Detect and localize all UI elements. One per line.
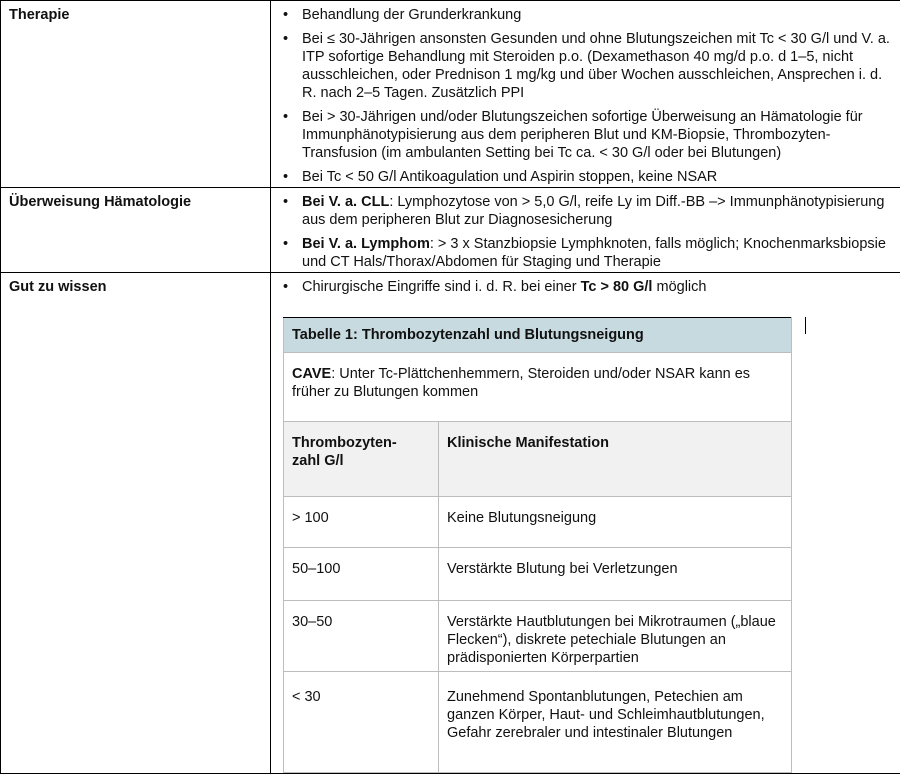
table1-title xyxy=(284,318,792,353)
table1-col-count: Thrombozyten-zahl G/l xyxy=(284,422,439,497)
cll-heading: Bei V. a. CLL xyxy=(302,194,389,210)
therapie-list xyxy=(271,6,896,186)
table-row xyxy=(284,601,792,672)
cave-label: CAVE xyxy=(292,366,331,382)
table-row xyxy=(284,497,792,548)
therapie-content xyxy=(271,1,900,188)
ueberweisung-item-lymphom xyxy=(302,235,896,271)
label-ueberweisung: Überweisung Hämatologie xyxy=(1,188,271,273)
table1-count-cell: > 100 xyxy=(284,497,439,548)
table1-count-cell: 50–100 xyxy=(284,548,439,601)
lymphom-text: : > 3 x Stanzbiopsie Lymphknoten, falls möglich; Knochenmarksbiopsie und CT Hals/Thorax/Abdomen für Staging und Therapie xyxy=(302,236,886,270)
ueberweisung-item-cll xyxy=(302,193,896,229)
gut-text-bold: Tc > 80 G/l xyxy=(581,279,653,295)
table1-header-row xyxy=(284,422,792,497)
gut-list xyxy=(271,278,896,296)
row-gut-zu-wissen xyxy=(1,273,900,774)
ueberweisung-list xyxy=(271,193,896,271)
text-cursor xyxy=(805,317,806,334)
table1-manifestation-cell: Keine Blutungsneigung xyxy=(439,497,792,548)
row-therapie xyxy=(1,1,900,188)
label-gut-zu-wissen: Gut zu wissen xyxy=(1,273,271,774)
table-row xyxy=(284,548,792,601)
therapie-item-2: • Bei ≤ 30-Jährigen ansonsten Gesunden und ohne Blutungszeichen mit Tc < 30 G/l und V. a. ITP sofortige Behandlung mit Steroiden p.o. (Dexamethason 40 mg/d p.o. d 1–5, nicht ausschleichen, oder Prednison 1 mg/kg und über Wochen ausschleichen, Ansprechen i. d. R. nach 2–5 Tagen. Zusätzlich PPI xyxy=(302,30,896,102)
table1-title-label: Tabelle 1 xyxy=(292,327,353,343)
gut-text-post: möglich xyxy=(652,279,706,295)
table1-cave xyxy=(284,353,792,422)
gut-text-pre: Chirurgische Eingriffe sind i. d. R. bei einer xyxy=(302,279,581,295)
table-row xyxy=(284,672,792,773)
gut-item-1 xyxy=(302,278,896,296)
table1-wrapper xyxy=(283,317,791,773)
cave-text: : Unter Tc-Plättchenhemmern, Steroiden und/oder NSAR kann es früher zu Blutungen kommen xyxy=(292,366,750,400)
therapie-item-1: • Behandlung der Grunderkrankung xyxy=(302,6,896,24)
table1-col-manifestation: Klinische Manifestation xyxy=(439,422,792,497)
label-therapie: Therapie xyxy=(1,1,271,188)
table1-title-rest: : Thrombozytenzahl und Blutungsneigung xyxy=(353,327,644,343)
table1-manifestation-cell: Verstärkte Blutung bei Verletzungen xyxy=(439,548,792,601)
table1-manifestation-cell: Zunehmend Spontanblutungen, Petechien am ganzen Körper, Haut- und Schleimhautblutungen, Gefahr zerebraler und intestinaler Blutungen xyxy=(439,672,792,773)
table1-manifestation-cell: Verstärkte Hautblutungen bei Mikrotraumen („blaue Flecken“), diskrete petechiale Blutungen an prädisponierten Körperpartien xyxy=(439,601,792,672)
cll-text: : Lymphozytose von > 5,0 G/l, reife Ly im Diff.-BB –> Immunphänotypisierung aus dem peripheren Blut zur Diagnosesicherung xyxy=(302,194,884,228)
therapie-item-3: • Bei > 30-Jährigen und/oder Blutungszeichen sofortige Überweisung an Hämatologie für Immunphänotypisierung aus dem peripheren Blut und KM-Biopsie, Thrombozyten-Transfusion (im ambulanten Setting bei Tc ca. < 30 G/l oder bei Blutungen) xyxy=(302,108,896,162)
lymphom-heading: Bei V. a. Lymphom xyxy=(302,236,430,252)
ueberweisung-content xyxy=(271,188,900,273)
table1-title-row xyxy=(284,318,792,353)
table1-count-cell: < 30 xyxy=(284,672,439,773)
row-ueberweisung xyxy=(1,188,900,273)
table1-cave-row xyxy=(284,353,792,422)
gut-content xyxy=(271,273,900,774)
table1-count-cell: 30–50 xyxy=(284,601,439,672)
therapie-item-4: • Bei Tc < 50 G/l Antikoagulation und Aspirin stoppen, keine NSAR xyxy=(302,168,896,186)
table1 xyxy=(283,317,792,773)
